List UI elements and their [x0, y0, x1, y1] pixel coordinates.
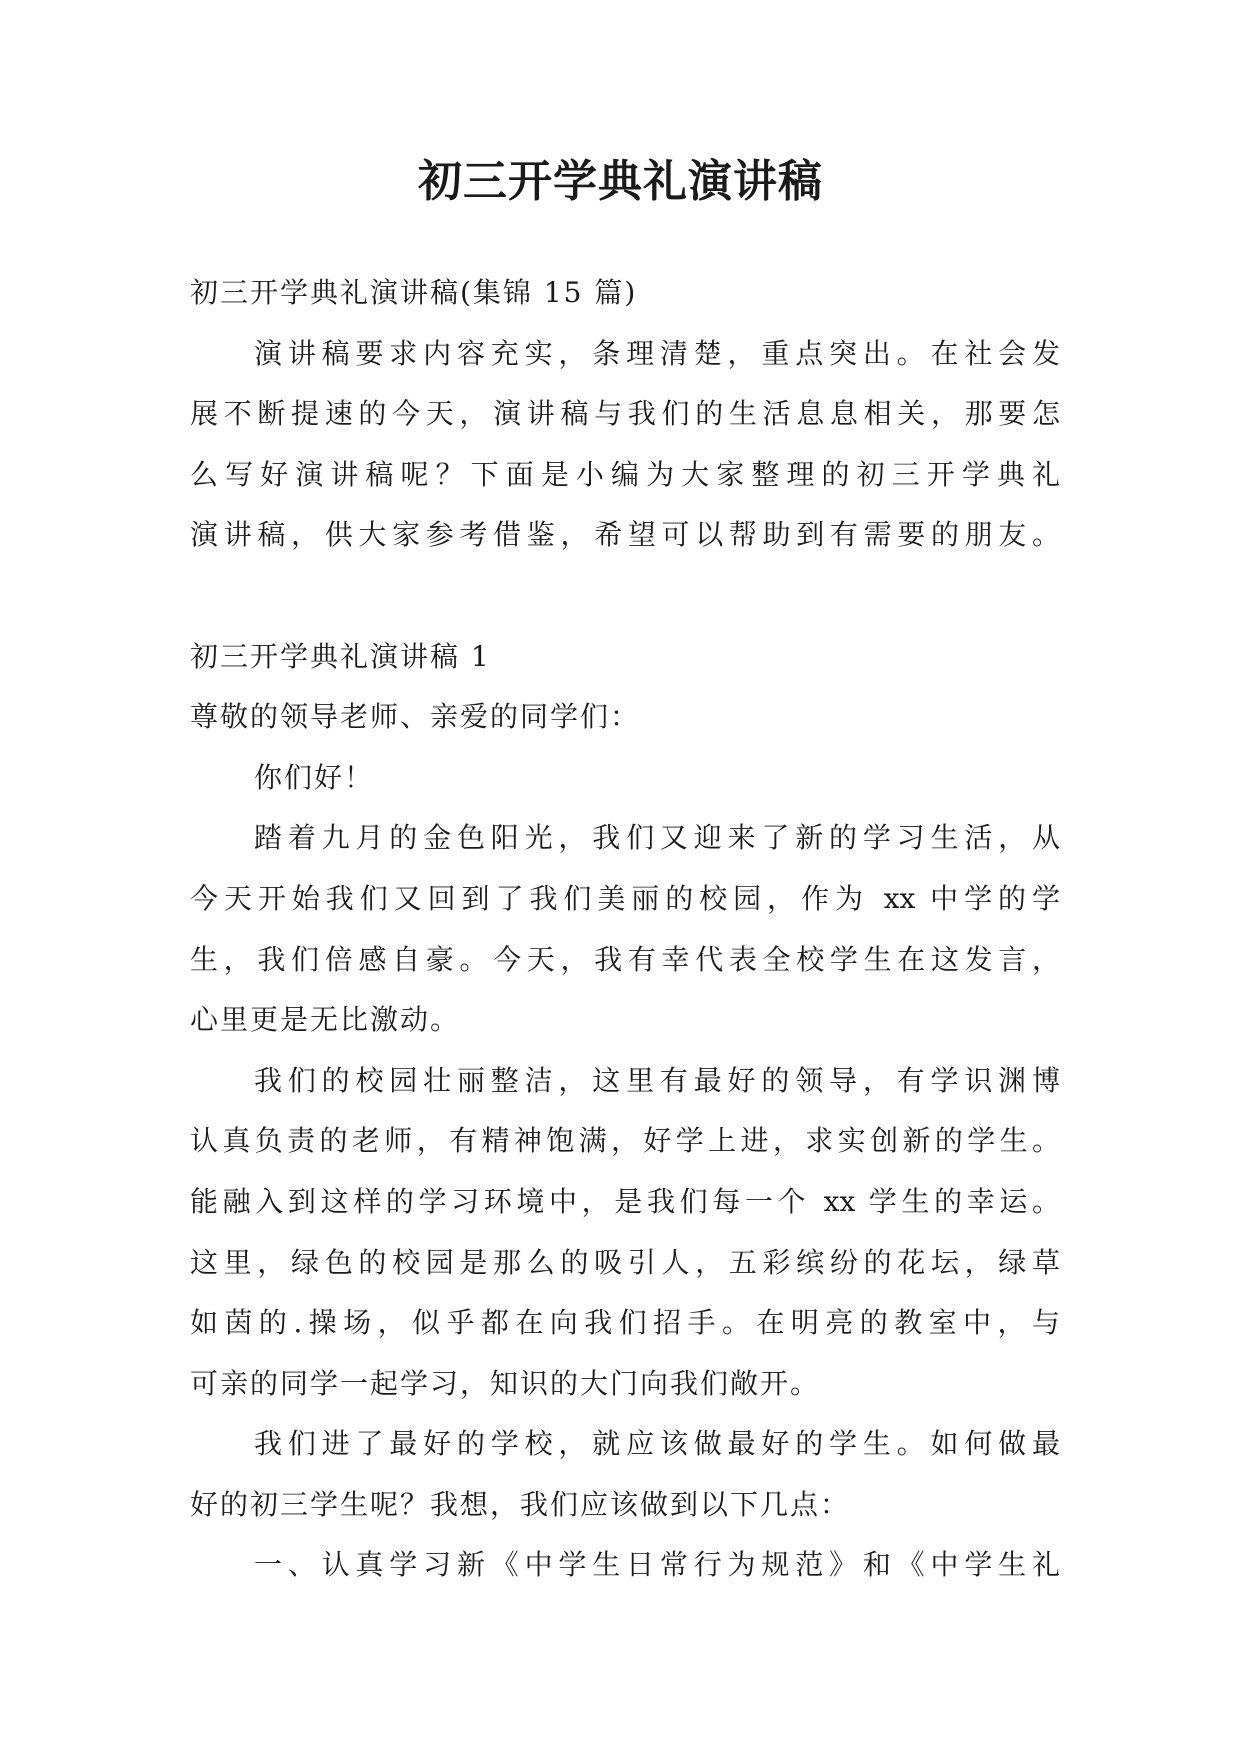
- paragraph-line: 如茵的.操场，似乎都在向我们招手。在明亮的教室中，与: [190, 1306, 1060, 1340]
- paragraph-line: 生，我们倍感自豪。今天，我有幸代表全校学生在这发言，: [190, 942, 1060, 976]
- paragraph-line: 认真负责的老师，有精神饱满，好学上进，求实创新的学生。: [190, 1124, 1060, 1158]
- paragraph-line: 可亲的同学一起学习，知识的大门向我们敞开。: [190, 1366, 821, 1400]
- paragraph-line: 今天开始我们又回到了我们美丽的校园，作为 xx 中学的学: [190, 881, 1060, 915]
- paragraph-line: 心里更是无比激动。: [190, 1003, 461, 1037]
- paragraph-line: 好的初三学生呢？我想，我们应该做到以下几点：: [190, 1487, 851, 1521]
- paragraph-line: 我们进了最好的学校，就应该做最好的学生。如何做最: [254, 1427, 1060, 1461]
- intro-line: 展不断提速的今天，演讲稿与我们的生活息息相关，那要怎: [190, 397, 1060, 431]
- greeting: 尊敬的领导老师、亲爱的同学们：: [190, 700, 641, 734]
- intro-line: 么写好演讲稿呢？下面是小编为大家整理的初三开学典礼: [190, 457, 1060, 491]
- document-body: [190, 263, 1060, 1596]
- spacer: [190, 566, 1060, 627]
- section-heading: 初三开学典礼演讲稿 1: [190, 639, 491, 673]
- paragraph-line: 能融入到这样的学习环境中，是我们每一个 xx 学生的幸运。: [190, 1184, 1060, 1218]
- subtitle: 初三开学典礼演讲稿(集锦 15 篇): [190, 276, 638, 309]
- paragraph-line: 这里，绿色的校园是那么的吸引人，五彩缤纷的花坛，绿草: [190, 1245, 1060, 1279]
- intro-line: 演讲稿要求内容充实，条理清楚，重点突出。在社会发: [254, 336, 1060, 370]
- paragraph-line: 我们的校园壮丽整洁，这里有最好的领导，有学识渊博: [254, 1063, 1060, 1097]
- intro-line: 演讲稿，供大家参考借鉴，希望可以帮助到有需要的朋友。: [190, 518, 1060, 552]
- paragraph-line: 踏着九月的金色阳光，我们又迎来了新的学习生活，从: [254, 821, 1060, 855]
- hello-line: 你们好！: [254, 760, 375, 794]
- paragraph-line: 一、认真学习新《中学生日常行为规范》和《中学生礼: [254, 1548, 1060, 1582]
- document-title: 初三开学典礼演讲稿: [418, 156, 823, 207]
